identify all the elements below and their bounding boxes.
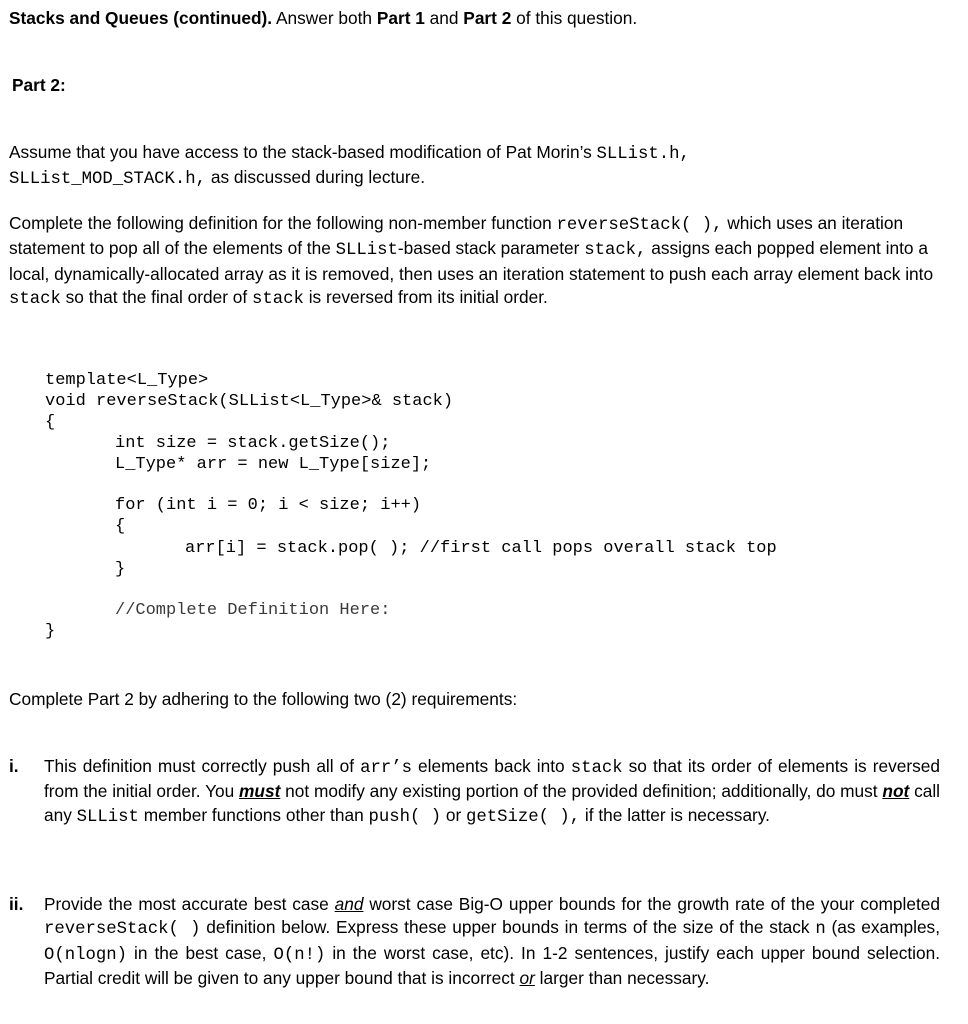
para-text: as discussed during lecture. <box>206 167 426 188</box>
para-text: which uses an iteration statement to pop all of the elements of the <box>9 213 904 259</box>
code-ref-stack: stack <box>570 759 623 778</box>
para-text: assigns each popped element into a local, dynamically-allocated array as it is removed, then uses an iteration statement to push each array element back into <box>9 238 934 284</box>
code-ref-onfact: O(n!) <box>273 945 326 965</box>
header-text: of this question. <box>511 8 638 28</box>
code-line: } <box>45 622 56 641</box>
part-heading: Part 2: <box>12 75 66 95</box>
code-ref-sllist: SLList <box>335 241 398 261</box>
code-line: void reverseStack(SLList<L_Type>& stack) <box>45 392 454 411</box>
assumption-paragraph <box>9 141 945 192</box>
code-line: int size = stack.getSize(); <box>115 434 391 453</box>
req-text: in the best case, <box>126 942 274 963</box>
code-ref-sllist-mod-stack: SLList_MOD_STACK.h, <box>9 170 207 190</box>
code-ref-getsize: getSize( ), <box>466 807 581 827</box>
req-text: definition below. Express these upper bounds in terms of the size of the stack <box>200 917 816 938</box>
code-ref-stack: stack, <box>584 241 647 261</box>
question-title: Stacks and Queues (continued). <box>9 8 273 28</box>
req-text: or <box>441 804 467 825</box>
part1-label: Part 1 <box>376 8 425 28</box>
code-line: { <box>45 413 56 432</box>
instructions-paragraph <box>9 212 945 311</box>
req-text: member functions other than <box>138 804 369 825</box>
req-text: so that its order of elements is reversed from the initial order. You <box>44 756 940 802</box>
req-text: worst case Big-O upper bounds for the growth rate of the your completed <box>363 894 940 914</box>
requirement-text <box>44 755 940 829</box>
req-text: Provide the most accurate best case <box>44 894 335 914</box>
code-ref-arr: arr’s <box>360 759 412 778</box>
requirements-intro: Complete Part 2 by adhering to the following two (2) requirements: <box>9 689 518 709</box>
requirement-marker: ii. <box>9 894 24 914</box>
req-text: larger than necessary. <box>534 967 710 988</box>
question-header <box>9 7 945 30</box>
req-text: This definition must correctly push all of <box>44 756 361 776</box>
code-ref-sllist: SLList <box>76 807 139 827</box>
code-ref-onlogn: O(nlogn) <box>44 945 127 965</box>
para-text: -based stack parameter <box>397 238 585 259</box>
code-ref-stack: stack <box>252 289 304 309</box>
para-text: Complete the following definition for the following non-member function <box>9 213 557 233</box>
req-text: if the latter is necessary. <box>580 804 770 825</box>
requirement-text <box>44 893 940 990</box>
code-ref-sllist: SLList.h, <box>596 145 690 164</box>
emphasis-not: not <box>882 781 910 802</box>
req-text: not modify any existing portion of the provided definition; additionally, do must <box>280 781 883 802</box>
req-text: in the worst case, etc). In 1-2 sentences, justify each upper bound selection. Partial credit will be given to any upper bound that is incorrect <box>44 942 941 988</box>
code-line: arr[i] = stack.pop( ); //first call pops overall stack top <box>185 539 777 558</box>
emphasis-and: and <box>334 894 364 914</box>
code-comment: //Complete Definition Here: <box>115 601 391 620</box>
para-text: Assume that you have access to the stack-based modification of Pat Morin’s <box>9 142 597 162</box>
part2-label: Part 2 <box>463 8 512 28</box>
header-text: Answer both <box>272 8 377 28</box>
para-text: so that the final order of <box>60 286 253 307</box>
code-line: { <box>115 517 126 536</box>
requirement-marker: i. <box>9 756 19 776</box>
code-line: } <box>115 560 126 579</box>
code-ref-reversestack: reverseStack( ), <box>556 216 723 235</box>
code-ref-n: n <box>815 920 826 940</box>
code-ref-stack: stack <box>9 289 61 309</box>
code-line: for (int i = 0; i < size; i++) <box>115 496 422 515</box>
code-line: L_Type* arr = new L_Type[size]; <box>115 455 432 474</box>
emphasis-or: or <box>519 967 535 988</box>
req-text: (as examples, <box>825 917 940 938</box>
emphasis-must: must <box>239 781 281 802</box>
code-line: template<L_Type> <box>45 371 209 390</box>
code-ref-reversestack: reverseStack( ) <box>44 920 201 940</box>
code-ref-push: push( ) <box>368 807 442 827</box>
header-text: and <box>424 8 464 28</box>
req-text: call any <box>44 781 941 825</box>
req-text: elements back into <box>412 756 571 776</box>
para-text: is reversed from its initial order. <box>303 286 548 307</box>
